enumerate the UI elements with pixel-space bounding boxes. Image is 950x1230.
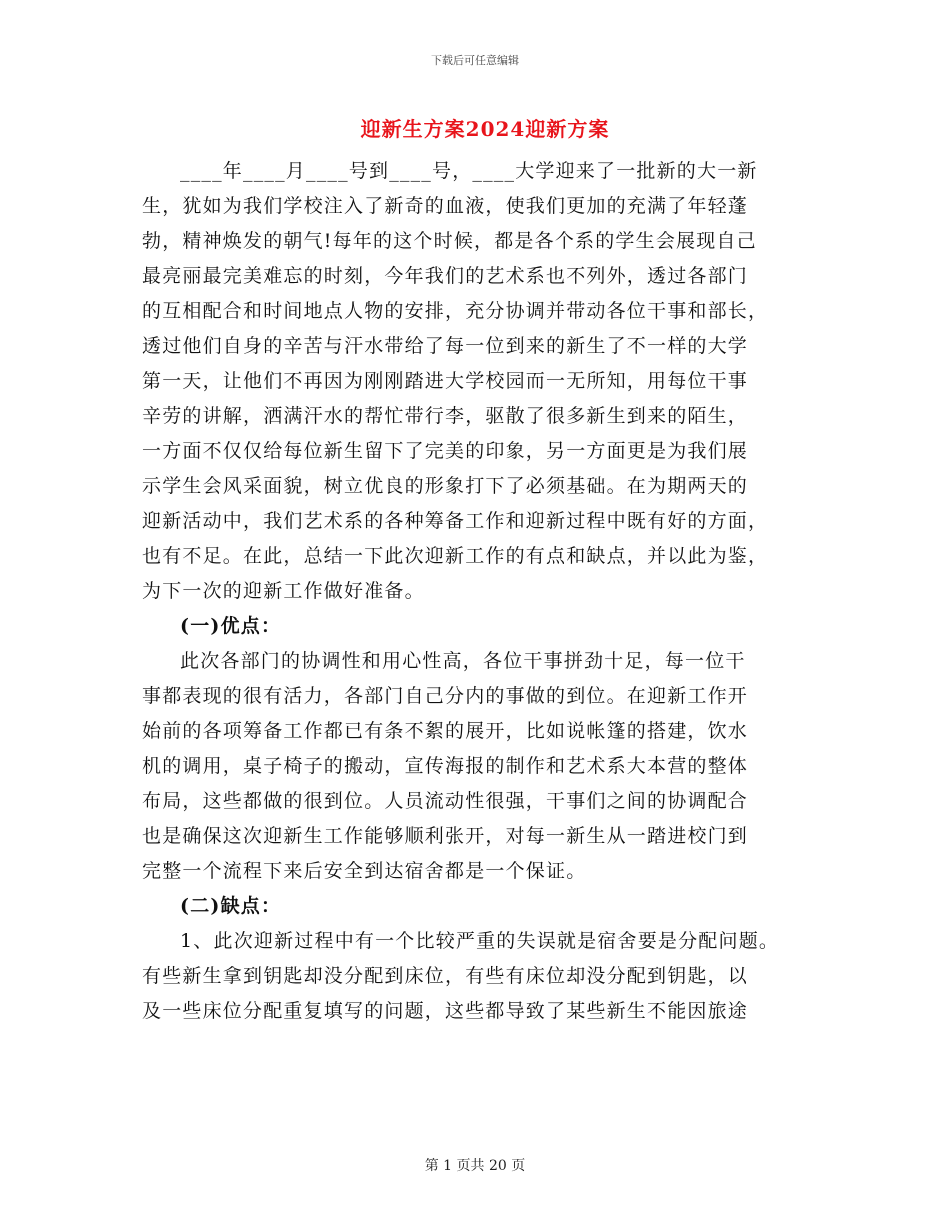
paragraph-line: 有些新生拿到钥匙却没分配到床位，有些有床位却没分配到钥匙，以 xyxy=(142,965,749,987)
section-heading: (一)优点： xyxy=(180,615,282,637)
section-heading: (二)缺点： xyxy=(180,895,282,917)
paragraph-line: 的互相配合和时间地点人物的安排，充分协调并带动各位干事和部长， xyxy=(142,300,769,322)
paragraph-line: 也有不足。在此，总结一下此次迎新工作的有点和缺点，并以此为鉴， xyxy=(142,545,769,567)
document-title: 迎新生方案2024迎新方案 xyxy=(360,117,610,141)
page-footer: 第 1 页共 20 页 xyxy=(424,1158,526,1174)
paragraph-line: 1、此次迎新过程中有一个比较严重的失误就是宿舍要是分配问题。 xyxy=(180,930,780,952)
paragraph-line: 布局，这些都做的很到位。人员流动性很强，干事们之间的协调配合 xyxy=(142,790,749,812)
paragraph-line: 迎新活动中，我们艺术系的各种筹备工作和迎新过程中既有好的方面， xyxy=(142,510,769,532)
paragraph-line: 完整一个流程下来后安全到达宿舍都是一个保证。 xyxy=(142,860,587,882)
paragraph-line: 一方面不仅仅给每位新生留下了完美的印象，另一方面更是为我们展 xyxy=(142,440,749,462)
paragraph-line: 勃，精神焕发的朝气!每年的这个时候，都是各个系的学生会展现自己 xyxy=(142,230,757,252)
paragraph-line: 为下一次的迎新工作做好准备。 xyxy=(142,580,425,602)
paragraph-line: 第一天，让他们不再因为刚刚踏进大学校园而一无所知，用每位干事 xyxy=(142,370,749,392)
paragraph-line: 透过他们自身的辛苦与汗水带给了每一位到来的新生了不一样的大学 xyxy=(142,335,749,357)
paragraph-line: ____年____月____号到____号，____大学迎来了一批新的大一新 xyxy=(180,160,758,182)
paragraph-line: 及一些床位分配重复填写的问题，这些都导致了某些新生不能因旅途 xyxy=(142,1000,749,1022)
paragraph-line: 最亮丽最完美难忘的时刻，今年我们的艺术系也不列外，透过各部门 xyxy=(142,265,749,287)
paragraph-line: 示学生会风采面貌，树立优良的形象打下了必须基础。在为期两天的 xyxy=(142,475,749,497)
page-header-note: 下载后可任意编辑 xyxy=(431,54,519,67)
paragraph-line: 也是确保这次迎新生工作能够顺利张开，对每一新生从一踏进校门到 xyxy=(142,825,749,847)
paragraph-line: 生，犹如为我们学校注入了新奇的血液，使我们更加的充满了年轻蓬 xyxy=(142,195,749,217)
paragraph-line: 始前的各项筹备工作都已有条不絮的展开，比如说帐篷的搭建，饮水 xyxy=(142,720,749,742)
paragraph-line: 事都表现的很有活力，各部门自己分内的事做的到位。在迎新工作开 xyxy=(142,685,749,707)
paragraph-line: 机的调用，桌子椅子的搬动，宣传海报的制作和艺术系大本营的整体 xyxy=(142,755,749,777)
paragraph-line: 此次各部门的协调性和用心性高，各位干事拼劲十足，每一位干 xyxy=(180,650,746,672)
paragraph-line: 辛劳的讲解，洒满汗水的帮忙带行李，驱散了很多新生到来的陌生， xyxy=(142,405,749,427)
